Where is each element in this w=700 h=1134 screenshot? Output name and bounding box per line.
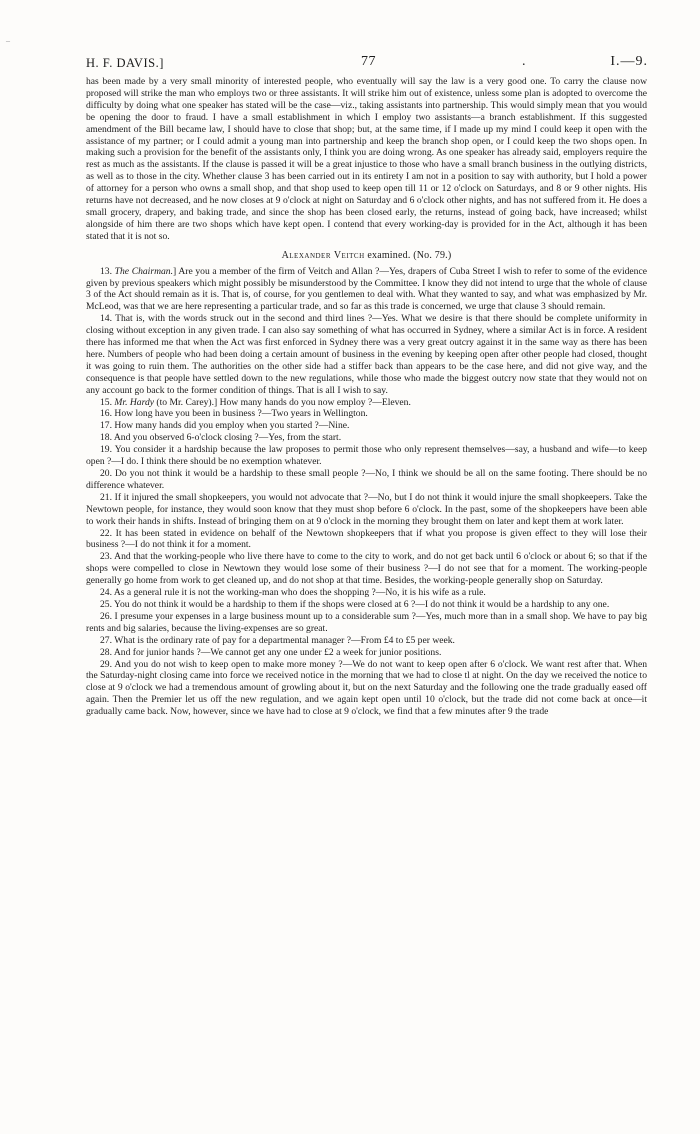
item-number: 29. [100, 658, 112, 670]
margin-mark: – [6, 36, 10, 45]
evidence-item [86, 492, 647, 528]
item-number: 17. [100, 420, 112, 432]
evidence-item [86, 397, 647, 409]
item-number: 15. [100, 396, 112, 408]
speaker-name: The Chairman. [114, 265, 174, 277]
item-text: And for junior hands ?—We cannot get any one under £2 a week for junior positions. [113, 646, 442, 658]
item-text: You consider it a hardship because the law proposes to permit those who only represent themselves—say, a husband and wife—to keep open ?—I do. I think there should be no exemption whatever. [86, 444, 647, 468]
document-reference: I.—9. [610, 54, 648, 69]
item-number: 18. [100, 432, 112, 444]
item-number: 28. [100, 646, 112, 658]
item-text: And you observed 6-o'clock closing ?—Yes, from the start. [113, 432, 342, 444]
item-number: 14. [100, 313, 112, 325]
item-text: That is, with the words struck out in the second and third lines ?—Yes. What we desire is that there should be complete uniformity in closing without exception in any given trade. I can also say something of what has occurred in Sydney, where a similar Act is in force. A resident there has informed me that when the Act was first enforced in Sydney there was a very great outcry against it in the same way as there has been here. Numbers of people who had been doing a certain amount of business in the evening by keeping open after other people had closed, thought it was going to ruin them. The authorities on the other side had a stiffer back than appears to be the case here, and did not give way, and the consequence is that people have settled down to the new regulations, while those who made the biggest outcry now state that they would not on any account go back to the former condition of things. That is all I wish to say. [86, 313, 648, 396]
evidence-item [86, 635, 647, 647]
question-answer-list [86, 266, 647, 718]
heading-rest: examined. (No. 79.) [364, 249, 452, 261]
evidence-item [86, 313, 647, 396]
item-text: If it injured the small shopkeepers, you would not advocate that ?—No, but I do not think it would injure the small shopkeepers. Take the Newtown people, for instance, they would soon know that they must shop before 6 o'clock. In the past, some of the shopkeepers have been able to work their hands in shifts. Instead of bringing them on at 9 o'clock in the morning they brought them on later and kept them at work later. [86, 491, 647, 527]
item-text: ] Are you a member of the firm of Veitch and Allan ?—Yes, drapers of Cuba Street I wish to refer to some of the evidence given by previous speakers which might possibly be misunderstood by the Committee. I know they did not intend to urge that the whole of clause 3 of the Act should remain as it is. That is, of course, for you gentlemen to deal with. What they wanted to say, and what was emphasized by Mr. McLeod, was that we are here representing a particular trade, and so far as this trade is concerned, we urge that clause 3 should remain. [86, 265, 647, 313]
evidence-item [86, 528, 647, 552]
item-number: 16. [100, 408, 112, 420]
evidence-item [86, 432, 647, 444]
evidence-item [86, 599, 647, 611]
speaker-name: Mr. Hardy [114, 396, 155, 408]
evidence-item [86, 468, 647, 492]
item-text: Do you not think it would be a hardship to these small people ?—No, I think we should be all on the same footing. There should be no difference whatever. [86, 468, 647, 491]
evidence-item [86, 420, 647, 432]
evidence-item [86, 659, 647, 719]
item-text: I presume your expenses in a large business mount up to a considerable sum ?—Yes, much more than in a small shop. We have to pay big rents and big salaries, because the living-expenses are so great. [86, 610, 647, 634]
evidence-item [86, 266, 647, 314]
evidence-item [86, 444, 647, 468]
item-number: 26. [100, 610, 112, 622]
item-number: 19. [100, 444, 112, 456]
intro-paragraph: has been made by a very small minority of interested people, who eventually will say the law is a very good one. To carry the clause now proposed will strike the man who employs two or three assistants. It will strike him out of existence, unless some plan is adopted to overcome the difficulty by doing what one speaker has stated will be the case—viz., taking assistants into partnership. This would simply mean that you would be opening the door to fraud. I have a small establishment in which I employ two assistants—a branch establishment. If this suggested amendment of the Bill became law, I should have to close that shop; but, at the same time, if I made up my mind I could keep it open with the assistance of my partner; or I could admit a young man into partnership and keep the branch shop open, or I could keep the two shops open. In making such a provision for the benefit of the assistants only, I think you are doing wrong. As one speaker has already said, employers require the rest as much as the assistants. If the clause is passed it will be a great injustice to those who have a small branch business in the outlying districts, as well as to those in the city. Whether clause 3 has been carried out in its entirety I am not in a position to say with authority, but I hold a power of attorney for a person who owns a small shop, and that shop used to keep open till 11 or 12 o'clock on Saturdays, and 8 or 9 other nights. His returns have not decreased, and he now closes at 9 o'clock at night on Saturday and 6 o'clock other nights, and has not suffered from it. He does a small grocery, drapery, and baking trade, and since the shop has been closed early, the returns, instead of going back, have increased; whilst alongside of him there are two shops which have kept open. I contend that every working-day is provided for in the Act, although it has been stated that it is not so. [86, 76, 647, 242]
item-text: It has been stated in evidence on behalf of the Newtown shopkeepers that if what you propose is given effect to they will lose their business ?—I do not think it for a moment. [86, 527, 647, 551]
section-heading [86, 250, 647, 262]
evidence-item [86, 611, 647, 635]
page-number: 77 [361, 54, 376, 69]
item-text: And that the working-people who live there have to come to the city to work, and do not get back until 6 o'clock or about 6; so that if the shops were compelled to close in Newtown they would lose some of their business ?—I do not see that for a moment. The working-people generally go home from work to get cleaned up, and do not shop at that time. Besides, the working-people generally shop on Saturday. [86, 551, 647, 587]
document-body [86, 76, 647, 718]
witness-name: Alexander Veitch [281, 249, 365, 261]
item-text: How many hands did you employ when you started ?—Nine. [114, 420, 350, 432]
item-text: What is the ordinary rate of pay for a departmental manager ?—From £4 to £5 per week. [114, 634, 455, 646]
running-header [86, 54, 648, 74]
evidence-item [86, 587, 647, 599]
item-text: How long have you been in business ?—Two years in Wellington. [114, 408, 368, 420]
item-number: 20. [100, 468, 112, 479]
item-text: As a general rule it is not the working-man who does the shopping ?—No, it is his wife as a rule. [113, 587, 486, 599]
item-number: 22. [100, 527, 112, 539]
item-number: 13. [100, 265, 112, 277]
evidence-item [86, 408, 647, 420]
header-dot: . [522, 54, 526, 69]
item-text: And you do not wish to keep open to make more money ?—We do not want to keep open after 6 o'clock. We want rest after that. When the Saturday-night closing came into force we received notice in the morning that we had to close tl at night. On the day we received the notice to close at 9 o'clock we had a tremendous amount of growling about it, but on the next Saturday and the following one the trade gradually eased off again. Then the Premier let us off the new regulation, and we again kept open until 10 o'clock, but the trade did not come back at once—it gradually came back. Now, however, since we have had to close at 9 o'clock, we find that a few minutes after 9 the trade [86, 658, 647, 718]
item-number: 25. [100, 598, 112, 610]
evidence-item [86, 647, 647, 659]
evidence-item [86, 551, 647, 587]
item-number: 23. [100, 551, 112, 563]
item-number: 27. [100, 634, 112, 646]
item-text: (to Mr. Carey).] How many hands do you now employ ?—Eleven. [154, 396, 411, 408]
header-witness: H. F. DAVIS.] [86, 56, 164, 70]
item-text: You do not think it would be a hardship to them if the shops were closed at 6 ?—I do not think it would be a hardship to any one. [114, 598, 610, 610]
item-number: 24. [100, 587, 112, 599]
item-number: 21. [100, 491, 112, 503]
